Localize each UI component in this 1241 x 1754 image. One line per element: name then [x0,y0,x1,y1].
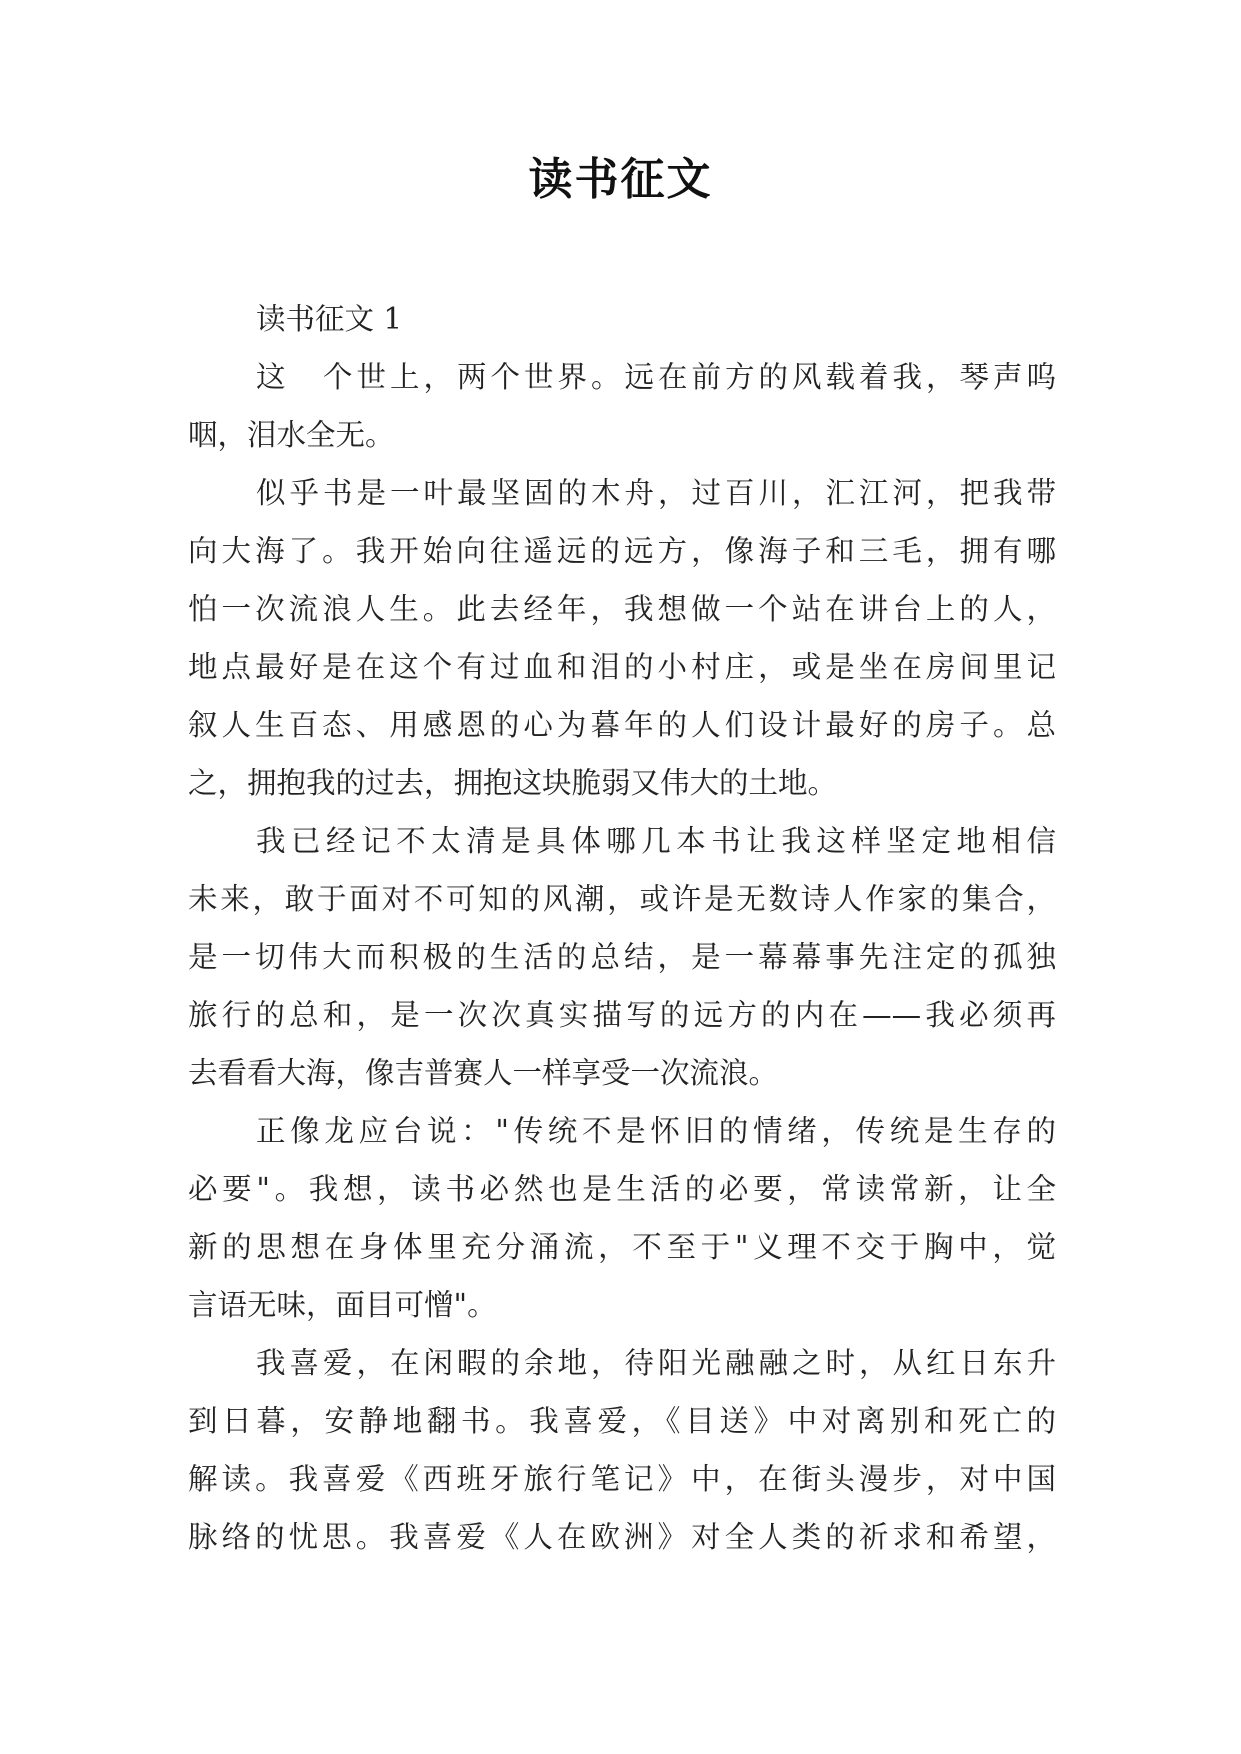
paragraph-line: 咽，泪水全无。 [188,418,395,452]
paragraph-line: 到日暮，安静地翻书。我喜爱，《目送》中对离别和死亡的 [188,1404,1056,1438]
paragraph-line: 我喜爱，在闲暇的余地，待阳光融融之时，从红日东升 [256,1346,1056,1380]
paragraph-line: 是一切伟大而积极的生活的总结，是一幕幕事先注定的孤独 [188,940,1056,974]
paragraph-line: 必要"。我想，读书必然也是生活的必要，常读常新，让全 [188,1172,1056,1206]
paragraph-line: 言语无味，面目可憎"。 [188,1288,497,1322]
section-heading: 读书征文 1 [256,302,403,336]
document-title: 读书征文 [528,154,713,205]
paragraph-line: 之，拥抱我的过去，拥抱这块脆弱又伟大的土地。 [188,766,838,800]
paragraph-line: 我已经记不太清是具体哪几本书让我这样坚定地相信 [256,824,1056,858]
paragraph-line: 去看看大海，像吉普赛人一样享受一次流浪。 [188,1056,779,1090]
paragraph-line: 地点最好是在这个有过血和泪的小村庄，或是坐在房间里记 [188,650,1056,684]
document-body [188,290,1056,1566]
paragraph-line: 向大海了。我开始向往遥远的远方，像海子和三毛，拥有哪 [188,534,1056,568]
paragraph-line: 似乎书是一叶最坚固的木舟，过百川，汇江河，把我带 [256,476,1056,510]
paragraph-line: 叙人生百态、用感恩的心为暮年的人们设计最好的房子。总 [188,708,1056,742]
paragraph-line: 未来，敢于面对不可知的风潮，或许是无数诗人作家的集合， [188,882,1056,916]
paragraph-line: 怕一次流浪人生。此去经年，我想做一个站在讲台上的人， [188,592,1056,626]
paragraph-line: 旅行的总和，是一次次真实描写的远方的内在——我必须再 [188,998,1056,1032]
paragraph-line: 解读。我喜爱《西班牙旅行笔记》中，在街头漫步，对中国 [188,1462,1056,1496]
paragraph-line: 新的思想在身体里充分涌流，不至于"义理不交于胸中，觉 [188,1230,1056,1264]
paragraph-line: 正像龙应台说："传统不是怀旧的情绪，传统是生存的 [256,1114,1056,1148]
paragraph-line: 脉络的忧思。我喜爱《人在欧洲》对全人类的祈求和希望， [188,1520,1056,1554]
paragraph-line: 这 个世上，两个世界。远在前方的风载着我，琴声呜 [256,360,1056,394]
